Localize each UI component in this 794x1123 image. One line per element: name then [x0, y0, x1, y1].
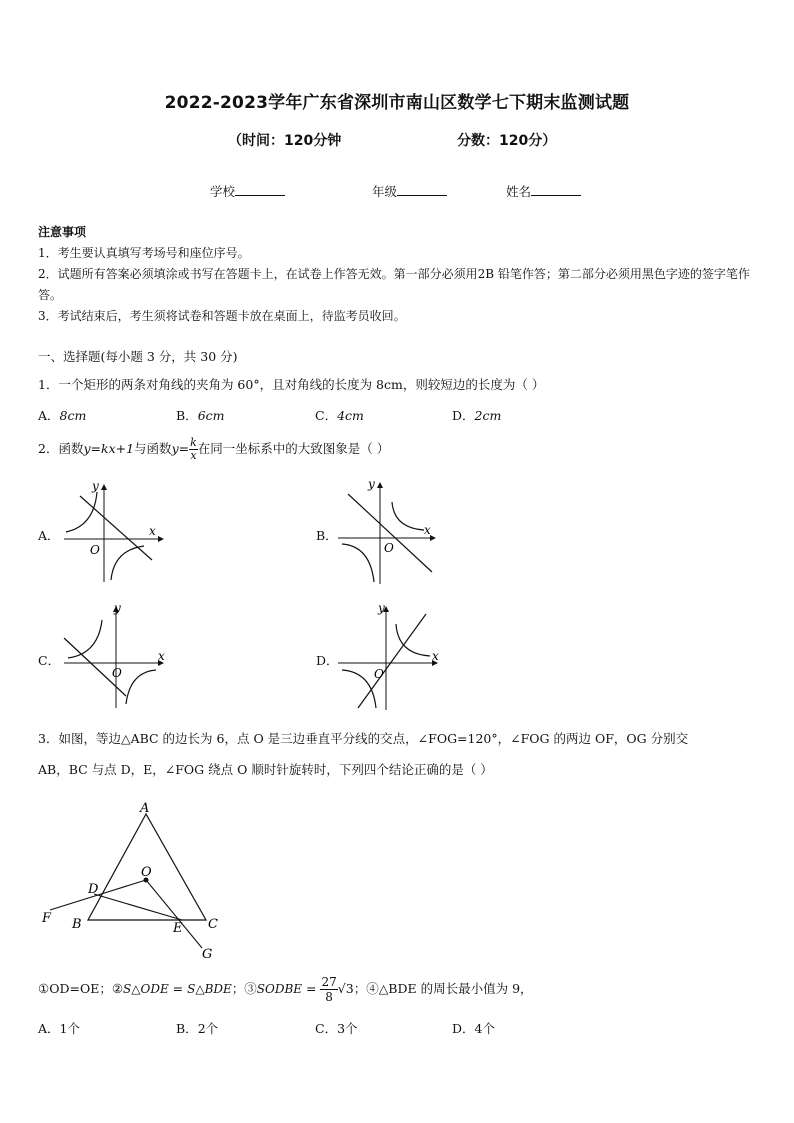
graph-a-y-label: y — [92, 479, 99, 493]
q3-triangle-figure — [36, 796, 236, 964]
name-label: 姓名 — [506, 184, 532, 199]
grade-label: 年级 — [372, 184, 398, 199]
q2-graph-b-label[interactable]: B． — [316, 528, 338, 543]
q1-option-b-value: 6cm — [197, 408, 225, 423]
notice-item-1: 1．考生要认真填写考场号和座位序号。 — [38, 246, 250, 260]
q3-fraction-den: 8 — [325, 990, 333, 1004]
q1-option-c[interactable] — [315, 406, 364, 424]
ray-og — [146, 880, 202, 948]
q2-func2-den: x — [190, 449, 197, 462]
graph-a-x-label: x — [149, 524, 156, 538]
q1-option-a[interactable] — [38, 406, 86, 424]
q3-option-a[interactable] — [38, 1019, 80, 1037]
q3-fraction — [320, 975, 337, 1004]
school-field — [210, 182, 285, 200]
graph-a-x-arrow — [158, 536, 164, 542]
q2-stem-a: 2．函数 — [38, 441, 84, 456]
label-b: B — [72, 917, 82, 932]
graph-a-hyperbola-branch-2 — [111, 546, 144, 580]
q1-option-a-value: 8cm — [59, 408, 87, 423]
q3-stem-line1: 3．如图，等边△ABC 的边长为 6，点 O 是三边垂直平分线的交点，∠FOG=120°，∠FOG 的两边 OF，OG 分别交 — [38, 731, 689, 746]
notice-item-2: 2．试题所有答案必须填涂或书写在答题卡上，在试卷上作答无效。第一部分必须用2B 铅笔作答；第二部分必须用黑色字迹的签字笔作答。 — [38, 267, 750, 302]
school-blank[interactable] — [235, 184, 285, 196]
label-d: D — [88, 882, 99, 897]
q2-func2-lhs: y= — [171, 441, 190, 456]
graph-c-y-label: y — [114, 601, 121, 615]
graph-a-origin-label: O — [90, 543, 100, 557]
q3-area-odbe: SODBE — [256, 982, 303, 996]
graph-b-line — [348, 494, 432, 572]
q1-option-d[interactable] — [452, 406, 501, 424]
q2-graph-a-label[interactable]: A． — [38, 528, 60, 543]
name-blank[interactable] — [531, 184, 581, 196]
label-g: G — [202, 947, 213, 962]
q1-option-b[interactable] — [176, 406, 225, 424]
q1-stem: 1．一个矩形的两条对角线的夹角为 60°，且对角线的长度为 8cm，则较短边的长度为（ ） — [38, 377, 545, 392]
graph-d-x-label: x — [432, 649, 439, 663]
label-e: E — [173, 921, 183, 936]
q2-func2-num: k — [190, 436, 197, 449]
q3-conclusion-4: ；④△BDE 的周长最小值为 9， — [353, 981, 533, 996]
q3-option-b-letter: B． — [176, 1021, 198, 1036]
q3-option-c[interactable] — [315, 1019, 358, 1037]
q3-conclusions — [38, 972, 533, 1006]
q3-conclusion-3-prefix: ；③ — [231, 981, 257, 996]
graph-c-hyperbola-branch-1 — [68, 620, 102, 658]
label-a: A — [140, 801, 150, 816]
exam-score: 分数：120分） — [457, 133, 557, 149]
q2-stem-c: 在同一坐标系中的大致图象是（ ） — [197, 441, 390, 456]
graph-d-hyperbola-branch-1 — [396, 624, 430, 656]
label-o: O — [141, 865, 152, 880]
q3-option-b[interactable] — [176, 1019, 218, 1037]
name-field — [506, 182, 581, 200]
q1-option-d-value: 2cm — [474, 408, 502, 423]
graph-b-hyperbola-branch-1 — [392, 502, 424, 530]
q2-graph-c — [60, 600, 172, 710]
q3-option-a-value: 1个 — [59, 1021, 80, 1036]
graph-b-origin-label: O — [384, 541, 394, 555]
school-label: 学校 — [210, 184, 236, 199]
graph-d-y-label: y — [378, 601, 385, 615]
graph-d-hyperbola-branch-2 — [342, 670, 376, 708]
q3-sqrt-3: √3 — [337, 981, 354, 996]
q3-fraction-num: 27 — [321, 975, 337, 989]
q3-option-d-letter: D． — [452, 1021, 475, 1036]
q1-option-c-letter: C． — [315, 408, 338, 423]
q2-func2-fraction — [189, 437, 198, 462]
graph-b-y-arrow — [377, 482, 383, 488]
q3-option-c-letter: C． — [315, 1021, 338, 1036]
q2-stem-b: 与函数 — [134, 441, 172, 456]
graph-a-y-arrow — [101, 484, 107, 490]
grade-blank[interactable] — [397, 184, 447, 196]
q2-graph-c-label[interactable]: C． — [38, 653, 61, 668]
graph-b-hyperbola-branch-2 — [342, 544, 374, 582]
grade-field — [372, 182, 447, 200]
q2-graph-b — [334, 474, 444, 586]
graph-c-x-label: x — [158, 649, 165, 663]
q3-option-d[interactable] — [452, 1019, 495, 1037]
q1-option-c-value: 4cm — [337, 408, 364, 423]
q2-graph-d — [334, 598, 446, 712]
label-c: C — [208, 917, 218, 932]
graph-b-x-arrow — [430, 535, 436, 541]
q1-option-d-letter: D． — [452, 408, 475, 423]
q3-area-ode: S△ODE — [123, 982, 169, 996]
graph-c-hyperbola-branch-2 — [126, 670, 156, 704]
graph-b-y-label: y — [368, 477, 375, 491]
q3-equals-1: = — [168, 981, 188, 996]
notice-item-3: 3．考试结束后，考生须将试卷和答题卡放在桌面上，待监考员收回。 — [38, 309, 406, 323]
q1-option-b-letter: B． — [176, 408, 198, 423]
q3-stem-line2: AB，BC 与点 D，E，∠FOG 绕点 O 顺时针旋转时，下列四个结论正确的是（ ） — [38, 762, 493, 777]
q2-stem — [38, 434, 389, 464]
q1-option-a-letter: A． — [38, 408, 60, 423]
label-f: F — [42, 911, 52, 926]
exam-title: 2022-2023学年广东省深圳市南山区数学七下期末监测试题 — [164, 93, 630, 113]
q2-func1: y=kx+1 — [83, 441, 135, 456]
q2-graph-a — [60, 478, 170, 586]
exam-time: （时间：120分钟 — [228, 133, 342, 149]
graph-b-x-label: x — [424, 523, 431, 537]
notice-heading: 注意事项 — [38, 225, 87, 239]
q3-option-c-value: 3个 — [337, 1021, 358, 1036]
q3-option-b-value: 2个 — [197, 1021, 219, 1036]
q2-graph-d-label[interactable]: D． — [316, 653, 339, 668]
q3-conclusion-1: ①OD=OE；② — [38, 981, 124, 996]
q3-option-a-letter: A． — [38, 1021, 60, 1036]
graph-d-line — [358, 614, 426, 708]
section-heading: 一、选择题(每小题 3 分，共 30 分) — [38, 349, 238, 364]
q3-equals-2: = — [302, 981, 321, 996]
q3-area-bde: S△BDE — [187, 982, 232, 996]
graph-c-origin-label: O — [112, 666, 122, 680]
graph-d-origin-label: O — [374, 667, 384, 681]
q3-option-d-value: 4个 — [474, 1021, 495, 1036]
